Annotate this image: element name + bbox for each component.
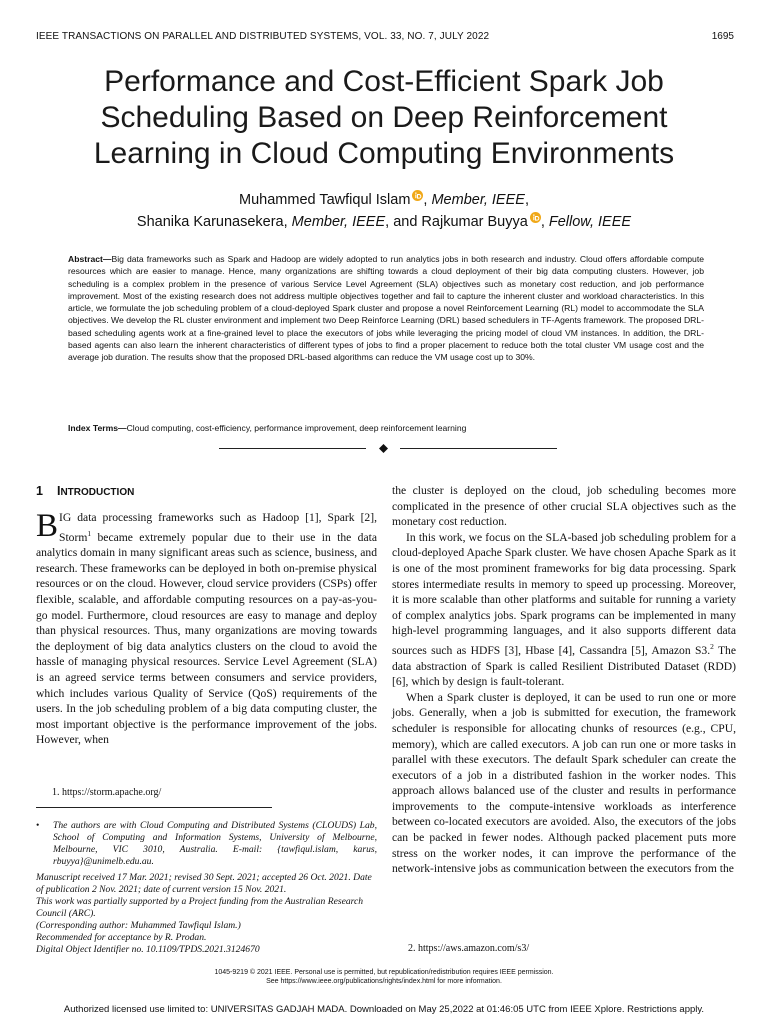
section-number: 1 (36, 484, 43, 498)
abstract-label: Abstract— (68, 254, 112, 264)
left-column (36, 483, 377, 748)
corresponding-author: (Corresponding author: Muhammed Tawfiqul Islam.) (36, 920, 241, 931)
author-3-name: , and Rajkumar Buyya (385, 214, 528, 230)
rights-link[interactable]: See https://www.ieee.org/publications/rights/index.html for more information. (266, 978, 502, 985)
title-line-2: Scheduling Based on Deep Reinforcement (100, 101, 668, 134)
orcid-icon[interactable] (530, 212, 541, 223)
author-3-role: Fellow, IEEE (548, 214, 632, 230)
manuscript-dates: Manuscript received 17 Mar. 2021; revised 30 Sept. 2021; accepted 26 Oct. 2021. Date of publication 2 Nov. 2021; date of current version 15 Nov. 2021. (36, 872, 372, 895)
affiliation-text: The authors are with Cloud Computing and Distributed Systems (CLOUDS) Lab, School of Computing and Information Systems, University of Melbourne, Melbourne, VIC 3010, Australia. E-mail: {tawfiqul.islam, karus, rbuyya}@unimelb.edu.au. (53, 820, 377, 867)
funding-note: This work was partially supported by a Project funding from the Australian Research Council (ARC). (36, 896, 364, 919)
diamond-separator-icon (379, 444, 388, 453)
bullet: • (36, 820, 40, 831)
divider-line (219, 448, 366, 449)
manuscript-notes (36, 872, 377, 956)
author-separator: , (423, 192, 432, 208)
author-list (60, 189, 708, 233)
section-heading (36, 483, 377, 501)
section-title-rest: NTRODUCTION (60, 487, 135, 498)
orcid-icon[interactable] (412, 190, 423, 201)
author-2-role: Member, IEEE (291, 214, 386, 230)
paragraph-text: The data abstraction of Spark is called Resilient Distributed Dataset (RDD) [6], which by design is fault-tolerant. (392, 643, 736, 689)
recommended-by: Recommended for acceptance by R. Prodan. (36, 932, 207, 943)
divider-line (400, 448, 557, 449)
body-paragraph: the cluster is deployed on the cloud, job scheduling becomes more complicated in the presence of other crucial SLA objectives such as the monetary cost reduction. (392, 484, 736, 529)
abstract (68, 253, 704, 364)
footnote-2[interactable]: 2. https://aws.amazon.com/s3/ (408, 943, 530, 954)
title-line-3: Learning in Cloud Computing Environments (93, 137, 675, 170)
running-head: IEEE TRANSACTIONS ON PARALLEL AND DISTRIBUTED SYSTEMS, VOL. 33, NO. 7, JULY 2022 (36, 31, 490, 42)
affiliation-note (36, 820, 377, 868)
author-1-name: Muhammed Tawfiqul Islam (239, 192, 411, 208)
author-line-2 (60, 211, 708, 233)
right-column (392, 483, 736, 877)
section-title-initial: I (56, 484, 61, 498)
title-line-1: Performance and Cost-Efficient Spark Job (104, 65, 664, 98)
abstract-text: Big data frameworks such as Spark and Hadoop are widely adopted to run analytics jobs in both research and industry. Cloud offers affordable compute resources which are easier to manage. Hence, many organizations are shifting towards a cloud deployment of their big data computing clusters. However, job scheduling is a complex problem in the presence of various Service Level Agreement (SLA) objectives such as monetary cost reduction, and job performance improvement. Most of the existing research does not address multiple objectives together and fail to capture the inherent cluster and workload characteristics. In this article, we formulate the job scheduling problem of a cloud-deployed Spark cluster and propose a novel Reinforcement Learning (RL) model to accommodate the SLA objectives. We develop the RL cluster environment and implement two Deep Reinforce Learning (DRL) based schedulers in TF-Agents framework. The proposed DRL-based scheduling agents work at a fine-grained level to place the executors of jobs while leveraging the pricing model of cloud VM instances. In addition, the DRL-based agents can also learn the inherent characteristics of different types of jobs to find a proper placement to reduce both the total cluster VM usage cost and the average job duration. The results show that the proposed DRL-based algorithms can reduce the VM usage cost up to 30%. (68, 254, 704, 363)
body-paragraph: When a Spark cluster is deployed, it can be used to run one or more jobs. Generally, when a job is submitted for execution, the framework scheduler is responsible for allocating chunks of resources (e.g., CPU, memory), which are called executors. A job can run one or more tasks in parallel with these executors. The default Spark scheduler can create the executors of a job in a distributed fashion in the worker nodes. This approach allows balanced use of the cluster and results in performance improvements to the compute-intensive workloads as interference between co-located executors are avoided. Also, the executors of the jobs can be packed in fewer nodes. Although packed placement puts more stress on the worker nodes, it can improve the performance of the network-intensive jobs as communication between the executors from the (392, 690, 736, 876)
author-separator: , (524, 192, 529, 208)
paper-title (40, 64, 728, 172)
index-terms (68, 422, 704, 434)
copyright-notice (0, 968, 768, 986)
author-1-role: Member, IEEE (431, 192, 525, 208)
license-notice: Authorized licensed use limited to: UNIVERSITAS GADJAH MADA. Downloaded on May 25,2022 at 01:46:05 UTC from IEEE Xplore. Restrictions apply. (63, 1004, 705, 1015)
author-separator: , (540, 214, 549, 230)
author-2-name: Shanika Karunasekera, (136, 214, 292, 230)
body-paragraph (392, 530, 736, 690)
paragraph-text: became extremely popular due to their use in the data analytics domain in many significant areas such as science, business, and research. These frameworks can be deployed in both on-premise physical resources or on the cloud. However, cloud service providers (CSPs) offer flexible, scalable, and affordable computing resources on a pay-as-you-go model. Furthermore, cloud resources are easy to manage and deploy than physical resources. Thus, many organizations are moving towards the deployment of big data analytics clusters on the cloud to avoid the hassle of managing physical resources. Service Level Agreement (SLA) is an agreed service terms between consumers and service providers, which includes various Quality of Service (QoS) requirements of the users. In the job scheduling problem of a big data computing cluster, the most important objective is the performance improvement of the jobs. However, when (36, 530, 377, 747)
paragraph-text: In this work, we focus on the SLA-based job scheduling problem for a cloud-deployed Apache Spark cluster. We have chosen Apache Spark as it is one of the most prominent frameworks for big data processing. Spark stores intermediate results in memory to speed up processing. Moreover, it is more scalable than other platforms and suitable for running a variety of complex analytics jobs. Spark programs can be implemented in many high-level programming languages, and it also supports different data sources such as HDFS [3], Hbase [4], Cassandra [5], Amazon S3. (392, 530, 736, 657)
paragraph-text: IG data processing frameworks such as Hadoop [1], Spark [2], Storm (59, 511, 377, 544)
footnote-1[interactable]: 1. https://storm.apache.org/ (52, 787, 162, 798)
footnote-rule (36, 807, 272, 808)
footnote-ref-1[interactable]: 1 (87, 528, 92, 538)
copyright-line: 1045-9219 © 2021 IEEE. Personal use is permitted, but republication/redistribution requires IEEE permission. (214, 969, 554, 976)
page-number: 1695 (711, 31, 734, 42)
index-terms-text: Cloud computing, cost-efficiency, performance improvement, deep reinforcement learning (126, 423, 467, 433)
index-terms-label: Index Terms— (68, 423, 127, 433)
author-line-1 (60, 189, 708, 211)
doi[interactable]: Digital Object Identifier no. 10.1109/TPDS.2021.3124670 (36, 944, 260, 955)
footnote-ref-2[interactable]: 2 (710, 641, 714, 651)
drop-cap: B (36, 508, 59, 544)
body-paragraph (36, 510, 377, 748)
